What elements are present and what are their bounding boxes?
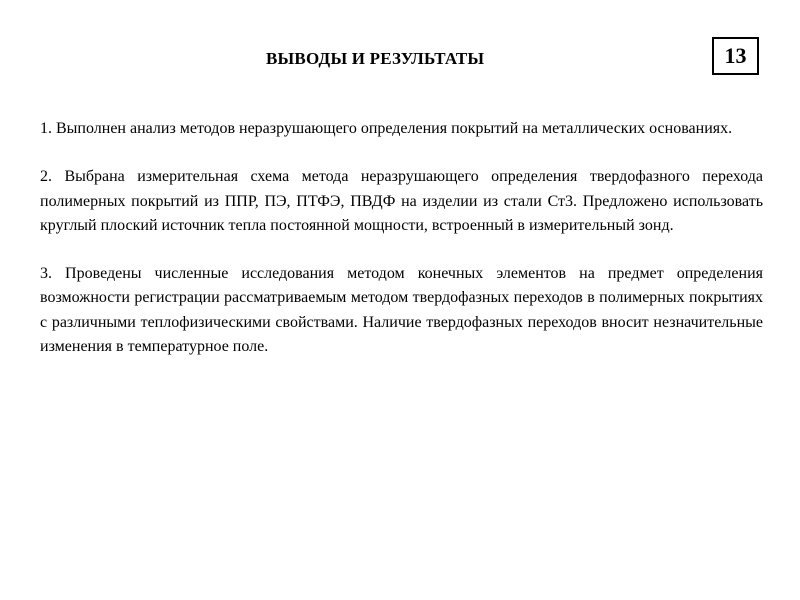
conclusion-item-3: 3. Проведены численные исследования методом конечных элементов на предмет определения возможности регистрации рассматриваемым методом твердофазных переходов в полимерных покрытиях с различными теплофизическими свойствами. Наличие твердофазных переходов вносит незначительные изменения в температурное поле. <box>40 265 763 356</box>
conclusions-list <box>40 117 763 383</box>
page-number: 13 <box>724 43 747 68</box>
page-number-badge <box>712 37 759 75</box>
conclusion-item-2: 2. Выбрана измерительная схема метода неразрушающего определения твердофазного перехода полимерных покрытий из ППР, ПЭ, ПТФЭ, ПВДФ на изделии из стали Ст3. Предложено использовать круглый плоский источник тепла постоянной мощности, встроенный в измерительный зонд. <box>40 168 763 234</box>
conclusion-item-1: 1. Выполнен анализ методов неразрушающего определения покрытий на металлических основаниях. <box>40 120 733 137</box>
slide-title: ВЫВОДЫ И РЕЗУЛЬТАТЫ <box>266 49 485 68</box>
